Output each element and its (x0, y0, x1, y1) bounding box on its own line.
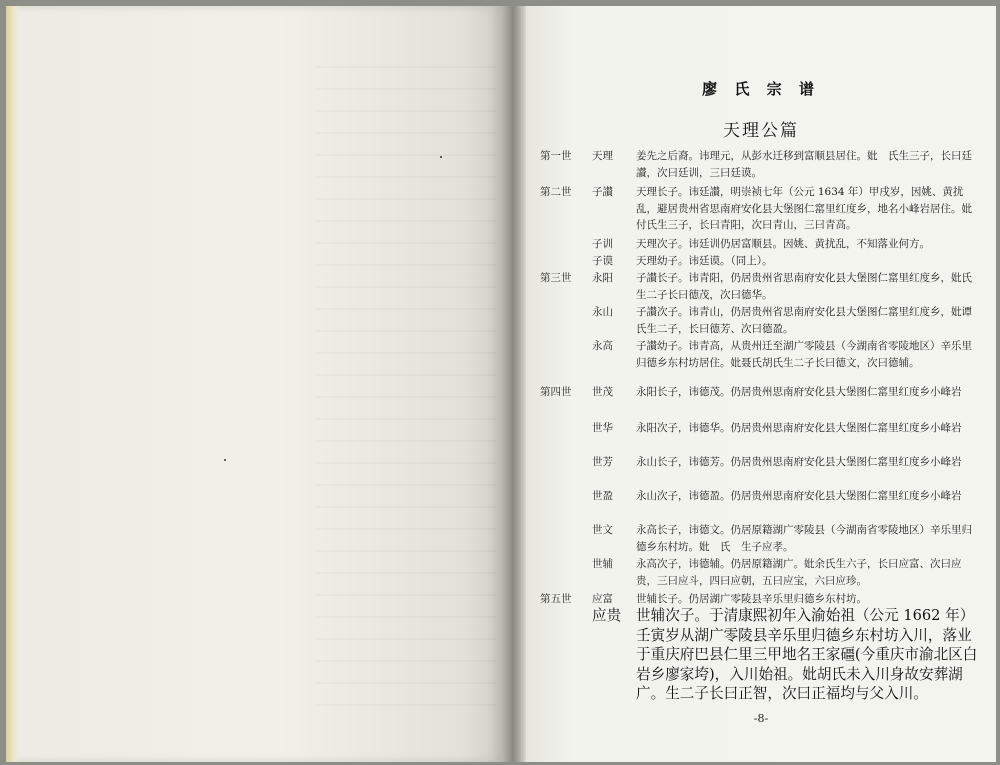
person-name: 世华 (592, 422, 613, 434)
person-description: 子讃幼子。讳青高，从贵州迁至湖广零陵县（今湖南省零陵地区）辛乐里归德乡东村坊居住。妣聂氏胡氏生二子长曰德文，次曰德辅。 (636, 340, 972, 369)
person-name: 永阳 (592, 272, 613, 284)
left-blank-page (6, 6, 502, 762)
person-description: 天理次子。讳廷训仍居富顺县。因姚、黄扰乱，不知落业何方。 (636, 238, 930, 250)
book-gutter (502, 6, 526, 762)
person-name: 子讃 (592, 186, 613, 198)
person-description: 世辅长子。仍居湖广零陵县辛乐里归德乡东村坊。 (636, 593, 867, 605)
page-edge (6, 6, 20, 762)
person-name: 天理 (592, 150, 613, 162)
person-description: 永高次子，讳德辅。仍居原籍湖广。妣余氏生六子，长曰应富、次曰应贵，三曰应斗，四曰应朝，五曰应宝，六曰应珍。 (636, 558, 962, 587)
person-name: 世盈 (592, 490, 613, 502)
person-description: 永山次子，讳德盈。仍居贵州思南府安化县大堡图仁窰里红度乡小峰岩 (636, 490, 962, 502)
person-name: 子谟 (592, 255, 613, 267)
generation-label: 第一世 (540, 150, 572, 162)
person-name: 世辅 (592, 558, 613, 570)
generation-label: 第四世 (540, 386, 572, 398)
section-heading: 天理公篇 (723, 121, 799, 141)
person-description: 子讃次子。讳青山，仍居贵州省思南府安化县大堡图仁窰里红度乡，妣谭氏生二子，长曰德芳、次曰德盈。 (636, 306, 972, 335)
person-name: 子训 (592, 238, 613, 250)
generation-label: 第五世 (540, 593, 572, 605)
person-name: 永山 (592, 306, 613, 318)
person-description: 永阳次子，讳德华。仍居贵州思南府安化县大堡图仁窰里红度乡小峰岩 (636, 422, 962, 434)
person-name: 应富 (592, 593, 613, 605)
page-title: 廖 氏 宗 谱 (702, 80, 820, 98)
person-name: 世芳 (592, 456, 613, 468)
person-description: 永山长子，讳德芳。仍居贵州思南府安化县大堡图仁窰里红度乡小峰岩 (636, 456, 962, 468)
person-description: 永阳长子，讳德茂。仍居贵州思南府安化县大堡图仁窰里红度乡小峰岩 (636, 386, 962, 398)
person-description: 姜先之后裔。讳理元，从彭水迁移到富顺县居住。妣 氏生三子，长曰廷讃，次曰廷训，三曰廷谟。 (636, 150, 972, 179)
person-description: 天理长子。讳廷讃，明崇祯七年（公元 1634 年）甲戌岁，因姚、黄扰乱，避居贵州省思南府安化县大堡图仁窰里红度乡，地名小峰岩居住。妣付氏生三子，长曰青阳，次曰青山，三曰青高。 (636, 186, 972, 231)
page-number: -8- (753, 712, 769, 725)
person-name: 永高 (592, 340, 613, 352)
person-name: 世茂 (592, 386, 613, 398)
person-name: 世文 (592, 524, 613, 536)
person-description: 子讃长子。讳青阳，仍居贵州省思南府安化县大堡图仁窰里红度乡，妣氏生二子长曰德茂，次曰德华。 (636, 272, 972, 301)
person-name: 应贵 (592, 607, 622, 624)
person-description: 永高长子，讳德文。仍居原籍湖广零陵县（今湖南省零陵地区）辛乐里归德乡东村坊。妣 氏 生子应孝。 (636, 524, 972, 553)
show-through-texture (316, 66, 496, 706)
generation-label: 第二世 (540, 186, 572, 198)
ink-speck (440, 156, 442, 158)
generation-label: 第三世 (540, 272, 572, 284)
right-text-page (526, 6, 996, 762)
person-description: 天理幼子。讳廷谟。（同上）。 (636, 255, 773, 267)
open-book (6, 6, 996, 762)
person-description: 世辅次子。于清康熙初年入渝始祖（公元 1662 年）壬寅岁从湖广零陵县辛乐里归德乡东村坊入川，落业于重庆府巴县仁里三甲地名王家礓(今重庆市渝北区白岩乡廖家垮)，入川始祖。妣胡氏未入川身故安葬湖广。生二子长曰正智，次曰正福均与父入川。 (636, 607, 978, 703)
ink-speck (224, 459, 226, 461)
